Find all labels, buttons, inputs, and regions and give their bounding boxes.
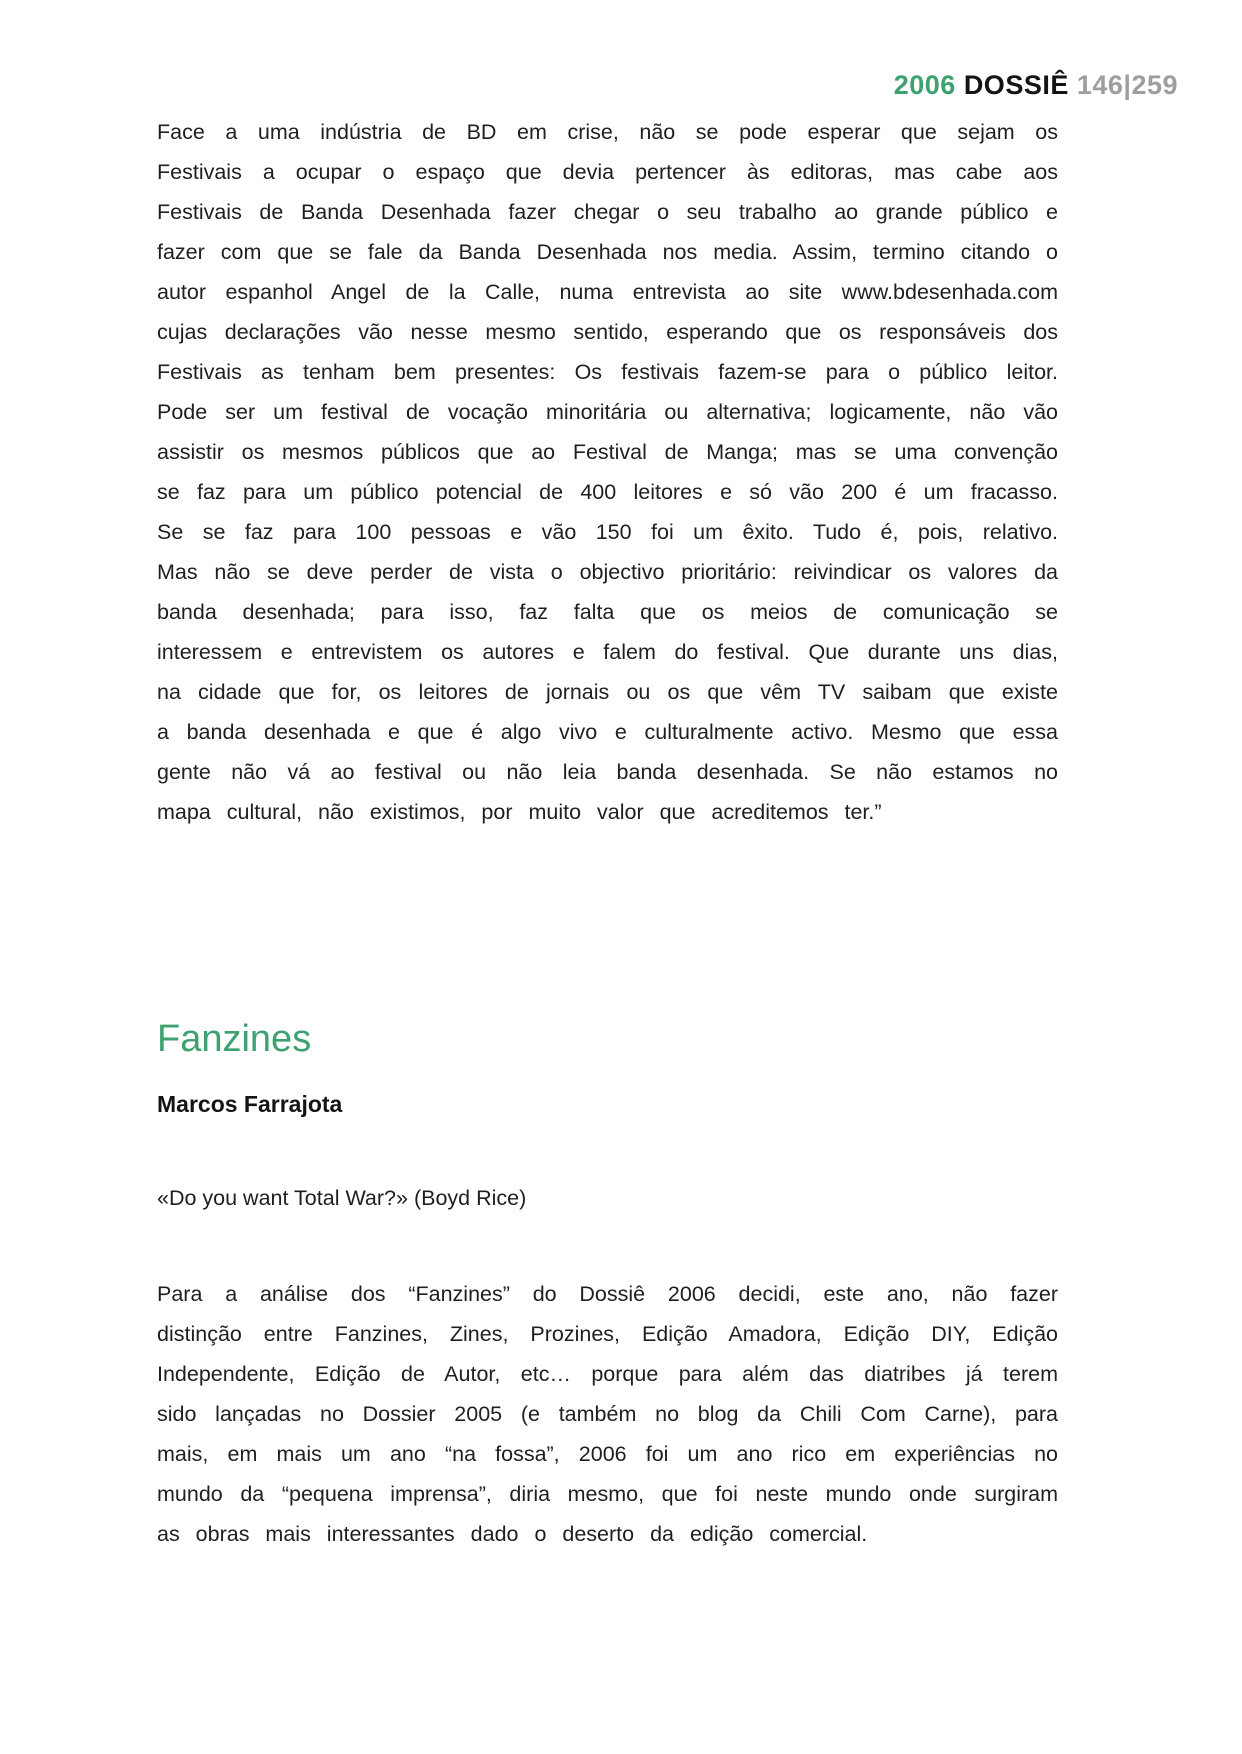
header-year: 2006 (893, 70, 956, 100)
section-author: Marcos Farrajota (157, 1091, 343, 1117)
header-dossier-label: DOSSIÊ (963, 70, 1069, 100)
article-content (157, 112, 1058, 1554)
page-header (894, 70, 1178, 101)
section-title-fanzines: Fanzines (157, 1018, 312, 1060)
header-page-number: 146|259 (1076, 70, 1178, 100)
fanzines-intro-paragraph: Para a análise dos “Fanzines” do Dossiê 2006 decidi, este ano, não fazer distinção entre Fanzines, Zines, Prozines, Edição Amadora, Edição DIY, Edição Independente, Edição de Autor, etc… porque para além das diatribes já terem sido lançadas no Dossier 2005 (e também no blog da Chili Com Carne), para mais, em mais um ano “na fossa”, 2006 foi um ano rico em experiências no mundo da “pequena imprensa”, diria mesmo, que foi neste mundo onde surgiram as obras mais interessantes dado o deserto da edição comercial. (157, 1282, 1058, 1546)
section-epigraph: «Do you want Total War?» (Boyd Rice) (157, 1186, 527, 1210)
festivais-closing-paragraph: Face a uma indústria de BD em crise, não se pode esperar que sejam os Festivais a ocupar o espaço que devia pertencer às editoras, mas cabe aos Festivais de Banda Desenhada fazer chegar o seu trabalho ao grande público e fazer com que se fale da Banda Desenhada nos media. Assim, termino citando o autor espanhol Angel de la Calle, numa entrevista ao site www.bdesenhada.com cujas declarações vão nesse mesmo sentido, esperando que os responsáveis dos Festivais as tenham bem presentes: Os festivais fazem-se para o público leitor. Pode ser um festival de vocação minoritária ou alternativa; logicamente, não vão assistir os mesmos públicos que ao Festival de Manga; mas se uma convenção se faz para um público potencial de 400 leitores e só vão 200 é um fracasso. Se se faz para 100 pessoas e vão 150 foi um êxito. Tudo é, pois, relativo. Mas não se deve perder de vista o objectivo prioritário: reivindicar os valores da banda desenhada; para isso, faz falta que os meios de comunicação se interessem e entrevistem os autores e falem do festival. Que durante uns dias, na cidade que for, os leitores de jornais ou os que vêm TV saibam que existe a banda desenhada e que é algo vivo e culturalmente activo. Mesmo que essa gente não vá ao festival ou não leia banda desenhada. Se não estamos no mapa cultural, não existimos, por muito valor que acreditemos ter.” (157, 120, 1058, 824)
